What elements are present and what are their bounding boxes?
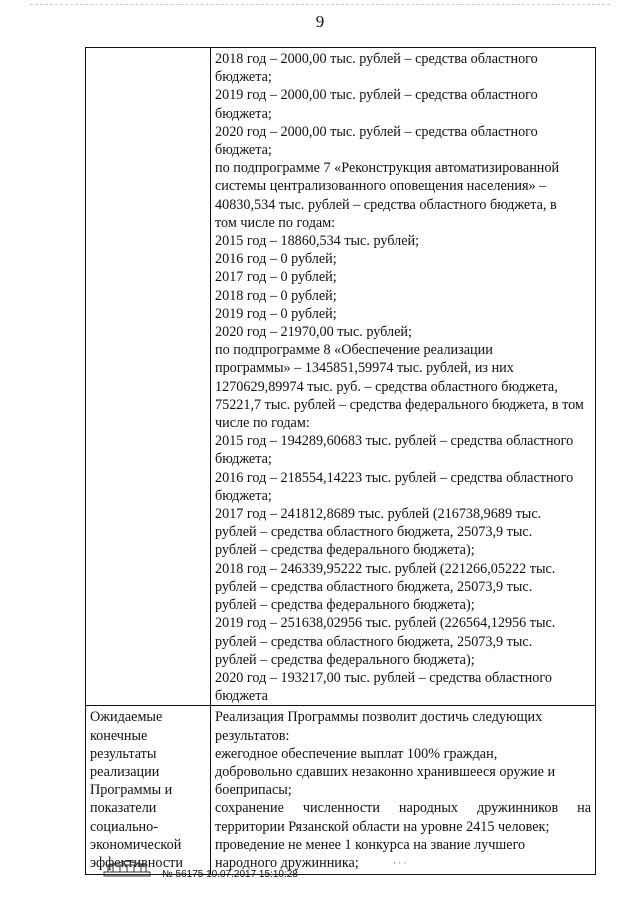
text-line: 2020 год – 193217,00 тыс. рублей – средства областного [215,669,552,686]
text-line: результатов: [215,727,290,744]
page-number: 9 [315,12,325,31]
text-line: рублей – средства областного бюджета, 25073,9 тыс. [215,524,533,541]
text-line: рублей – средства федерального бюджета); [215,651,475,668]
label-cell [86,48,211,706]
table-row [86,48,596,706]
text-line: ежегодное обеспечение выплат 100% граждан, [215,745,498,762]
text-line: 2019 год – 2000,00 тыс. рублей – средства областного [215,87,538,104]
text-line: конечные [90,727,148,744]
text-line: по подпрограмме 7 «Реконструкция автоматизированной [215,160,560,177]
text-line: бюджета; [215,142,272,159]
text-line: 2020 год – 2000,00 тыс. рублей – средства областного [215,123,538,140]
text-line: 2016 год – 0 рублей; [215,251,337,268]
text-line: 1270629,89974 тыс. руб. – средства областного бюджета, [215,378,558,395]
text-line: рублей – средства федерального бюджета); [215,542,475,559]
text-line: рублей – средства областного бюджета, 25073,9 тыс. [215,578,533,595]
text-line: эффективности [90,854,183,871]
text-cell [211,706,596,875]
text-line: 2016 год – 218554,14223 тыс. рублей – средства областного [215,469,574,486]
emblem-icon [103,860,151,878]
document-stamp: № 56175 10.07.2017 15:10:28 [162,869,298,880]
text-line: 2015 год – 18860,534 тыс. рублей; [215,233,420,250]
text-line: боеприпасы; [215,782,292,799]
text-line: реализации [90,763,160,780]
text-line: 40830,534 тыс. рублей – средства областного бюджета, в [215,196,557,213]
text-line: показатели [90,800,157,817]
text-line: Реализация Программы позволит достичь следующих [215,709,543,726]
text-line: бюджета; [215,105,272,122]
text-line: территории Рязанской области на уровне 2415 человек; [215,818,550,835]
text-line: 2018 год – 246339,95222 тыс. рублей (221266,05222 тыс. [215,560,556,577]
text-line: народного дружинника; [215,854,359,871]
scan-speckles: · · · [393,858,407,868]
label-cell [86,706,211,875]
text-line: бюджета [215,688,268,705]
text-line: сохранение численности народных дружинников на [215,800,591,817]
scan-edge-line [30,4,610,5]
text-line: бюджета; [215,69,272,86]
text-line: проведение не менее 1 конкурса на звание лучшего [215,836,526,853]
text-line: бюджета; [215,451,272,468]
text-line: добровольно сдавших незаконно хранившееся оружие и [215,763,556,780]
text-line: 2019 год – 0 рублей; [215,305,337,322]
text-line: 75221,7 тыс. рублей – средства федерального бюджета, в том [215,396,584,413]
text-line: бюджета; [215,487,272,504]
text-line: рублей – средства областного бюджета, 25073,9 тыс. [215,633,533,650]
text-line: 2020 год – 21970,00 тыс. рублей; [215,324,412,341]
text-line: программы» – 1345851,59974 тыс. рублей, из них [215,360,514,377]
text-line: числе по годам: [215,415,310,432]
text-line: результаты [90,745,157,762]
text-line: 2017 год – 241812,8689 тыс. рублей (216738,9689 тыс. [215,506,542,523]
text-line: рублей – средства федерального бюджета); [215,597,475,614]
text-line: социально- [90,818,158,835]
text-line: 2019 год – 251638,02956 тыс. рублей (226564,12956 тыс. [215,615,556,632]
text-line: по подпрограмме 8 «Обеспечение реализации [215,342,493,359]
text-line: системы централизованного оповещения населения» – [215,178,547,195]
text-cell [211,48,596,706]
text-line: 2017 год – 0 рублей; [215,269,337,286]
text-line: Программы и [90,782,173,799]
text-line: том числе по годам: [215,214,336,231]
text-line: экономической [90,836,182,853]
text-line: 2015 год – 194289,60683 тыс. рублей – средства областного [215,433,574,450]
table-row [86,706,596,875]
text-line: 2018 год – 2000,00 тыс. рублей – средства областного [215,51,538,67]
program-passport-table [85,47,596,875]
text-line: 2018 год – 0 рублей; [215,287,337,304]
text-line: Ожидаемые [90,709,163,726]
